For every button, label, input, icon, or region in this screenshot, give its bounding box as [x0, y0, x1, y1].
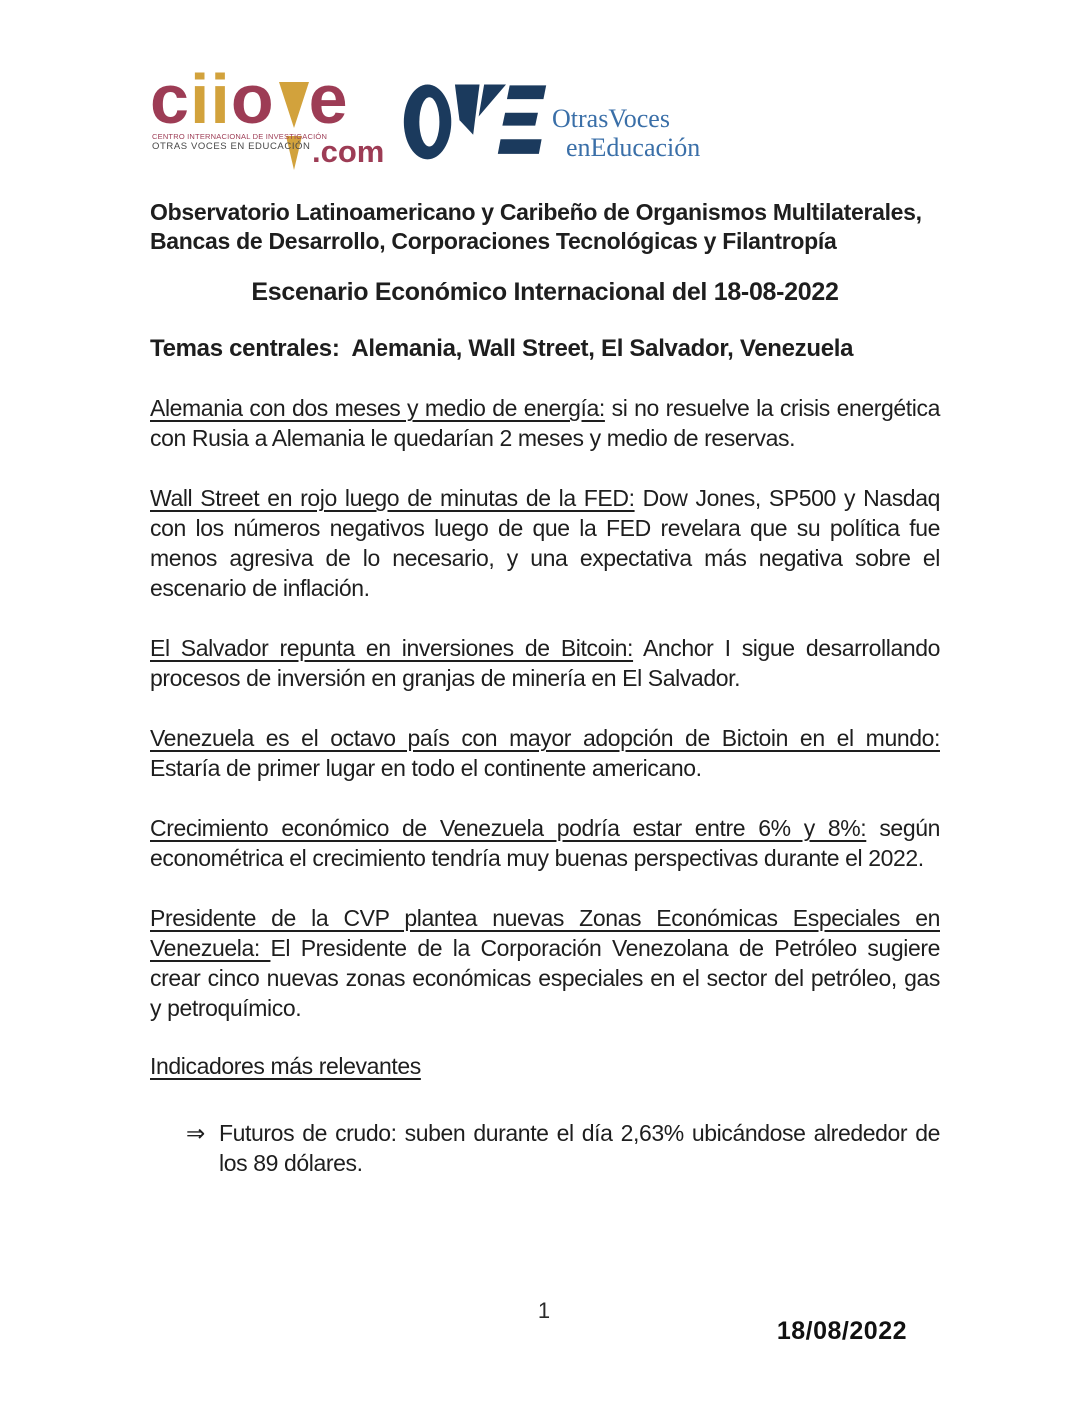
ciiove-letter-c: c [150, 60, 190, 138]
indicators-heading [150, 1053, 940, 1080]
ove-wordmark [552, 104, 700, 162]
ove-wordmark-line2: enEducación [566, 133, 701, 162]
paragraph-el-salvador-body: Anchor I sigue desarrollando procesos de inversión en granjas de minería en El Salvador. [150, 635, 941, 691]
paragraph-alemania [150, 393, 940, 453]
paragraph-alemania-body: si no resuelve la crisis energética con Rusia a Alemania le quedarían 2 meses y medio de reservas. [150, 395, 940, 451]
ove-mark-icon [402, 78, 548, 164]
paragraph-crecimiento-lead: Crecimiento económico de Venezuela podría estar entre 6% y 8%: [150, 815, 867, 841]
ciiove-letter-e: e [308, 60, 349, 138]
paragraph-cvp-lead: Presidente de la CVP plantea nuevas Zonas Económicas Especiales en Venezuela: [150, 905, 940, 961]
paragraph-venezuela-bitcoin-lead: Venezuela es el octavo país con mayor adopción de Bictoin en el mundo: [150, 725, 940, 751]
ove-wordmark-line1: OtrasVoces [552, 104, 670, 133]
ciiove-tagline-line2: OTRAS VOCES EN EDUCACIÓN [152, 141, 311, 153]
paragraph-el-salvador-lead: El Salvador repunta en inversiones de Bitcoin: [150, 635, 634, 661]
central-topics-line: Temas centrales: Alemania, Wall Street, El Salvador, Venezuela [150, 335, 854, 362]
double-arrow-icon: ⇒ [186, 1120, 205, 1146]
bullet-text: Futuros de crudo: suben durante el día 2,63% ubicándose alrededor de los 89 dólares. [219, 1120, 940, 1176]
ciiove-letters-ii: ii [189, 60, 231, 138]
ciiove-com-label: .com [312, 134, 385, 169]
ove-logo [402, 76, 700, 164]
indicators-heading-text: Indicadores más relevantes [150, 1053, 421, 1079]
paragraph-el-salvador [150, 633, 940, 693]
paragraph-wall-street [150, 483, 940, 603]
paragraph-crecimiento [150, 813, 940, 873]
document-title: Escenario Económico Internacional del 18-08-2022 [251, 278, 839, 306]
bullet-item-crude-futures [186, 1118, 940, 1178]
ciiove-logo [150, 60, 385, 180]
page-number: 1 [537, 1298, 551, 1323]
paragraph-venezuela-bitcoin-body: Estaría de primer lugar en todo el continente americano. [150, 755, 702, 781]
document-content [0, 60, 1088, 1178]
paragraph-crecimiento-body: según econométrica el crecimiento tendría muy buenas perspectivas durante el 2022. [150, 815, 940, 871]
ciiove-exclamation-icon [277, 82, 311, 174]
paragraph-cvp [150, 903, 940, 1023]
organization-heading: Observatorio Latinoamericano y Caribeño de Organismos Multilaterales, Bancas de Desarrollo, Corporaciones Tecnológicas y Filantropía [150, 199, 922, 254]
ciiove-tagline [152, 132, 328, 153]
paragraph-alemania-lead: Alemania con dos meses y medio de energía: [150, 395, 605, 421]
footer-date: 18/08/2022 [776, 1317, 907, 1345]
logos-row [150, 60, 940, 180]
paragraph-wall-street-body: Dow Jones, SP500 y Nasdaq con los números negativos luego de que la FED revelara que su política fue menos agresiva de lo necesario, y una expectativa más negativa sobre el escenario de inflación. [150, 485, 940, 601]
paragraph-cvp-body: El Presidente de la Corporación Venezolana de Petróleo sugiere crear cinco nuevas zonas económicas especiales en el sector del petróleo, gas y petroquímico. [150, 935, 940, 1021]
ciiove-letter-o: o [230, 60, 275, 138]
paragraph-venezuela-bitcoin [150, 723, 940, 783]
ciiove-tagline-line1: CENTRO INTERNACIONAL DE INVESTIGACIÓN [152, 132, 328, 141]
paragraph-wall-street-lead: Wall Street en rojo luego de minutas de la FED: [150, 485, 635, 511]
